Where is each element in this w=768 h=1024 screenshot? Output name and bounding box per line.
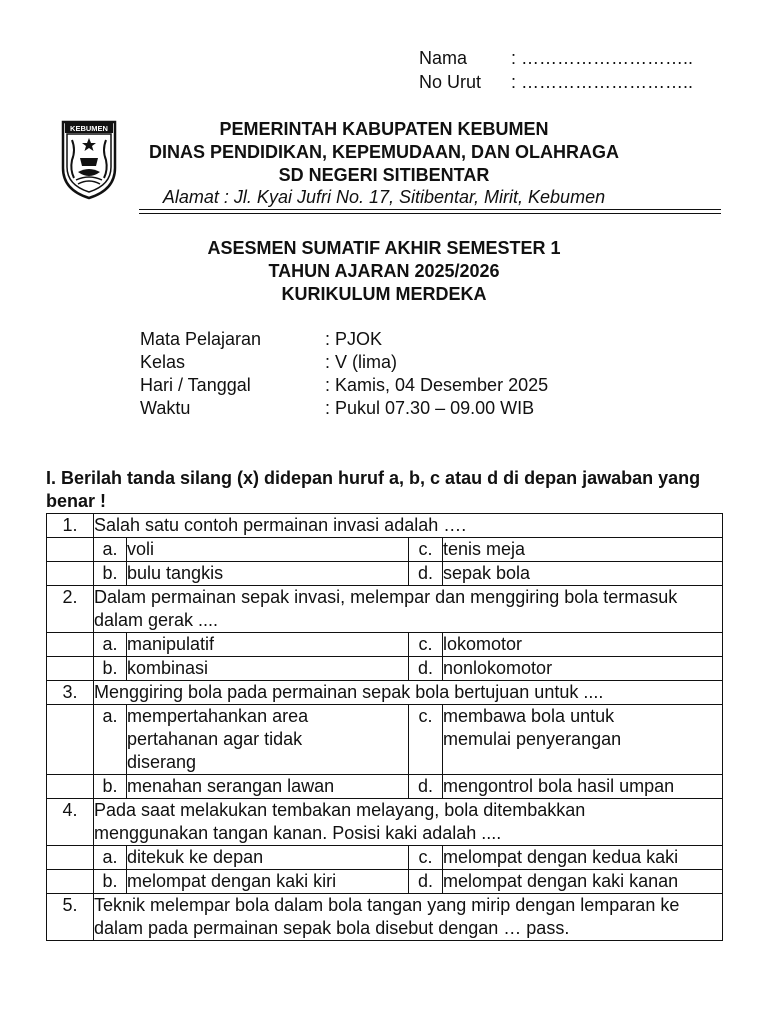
option-letter-b: b. [94, 657, 127, 681]
empty-cell [47, 633, 94, 657]
option-a[interactable]: manipulatif [127, 633, 409, 657]
question-table [46, 513, 723, 941]
option-b[interactable]: bulu tangkis [127, 562, 409, 586]
info-class [140, 351, 397, 374]
exam-title: ASESMEN SUMATIF AKHIR SEMESTER 1 [207, 238, 561, 258]
option-c[interactable]: membawa bola untuk memulai penyerangan [443, 705, 723, 775]
info-subject [140, 328, 382, 351]
info-label: Waktu [140, 398, 191, 418]
header-government: PEMERINTAH KABUPATEN KEBUMEN [219, 119, 549, 139]
option-row [47, 633, 723, 657]
option-row [47, 870, 723, 894]
option-letter-b: b. [94, 775, 127, 799]
option-letter-d: d. [409, 775, 443, 799]
empty-cell [47, 846, 94, 870]
section-instruction: I. Berilah tanda silang (x) didepan huruf a, b, c atau d di depan jawaban yang benar ! [46, 468, 701, 511]
empty-cell [47, 775, 94, 799]
empty-cell [47, 657, 94, 681]
question-row [47, 799, 723, 846]
info-label: Mata Pelajaran [140, 329, 262, 349]
header-address: Alamat : Jl. Kyai Jufri No. 17, Sitibentar, Mirit, Kebumen [162, 187, 606, 207]
question-number: 1. [47, 514, 94, 538]
option-row [47, 846, 723, 870]
header-school: SD NEGERI SITIBENTAR [278, 165, 490, 185]
option-row [47, 562, 723, 586]
info-date [140, 374, 548, 397]
question-row [47, 586, 723, 633]
option-letter-d: d. [409, 657, 443, 681]
info-label: Kelas [140, 352, 186, 372]
option-c[interactable]: lokomotor [443, 633, 723, 657]
option-letter-c: c. [409, 538, 443, 562]
option-d[interactable]: melompat dengan kaki kanan [443, 870, 723, 894]
question-text: Salah satu contoh permainan invasi adalah …. [94, 514, 723, 538]
name-label: Nama [419, 48, 468, 68]
question-text: Pada saat melakukan tembakan melayang, bola ditembakkan menggunakan tangan kanan. Posisi kaki adalah .... [94, 799, 723, 846]
option-letter-b: b. [94, 870, 127, 894]
option-letter-a: a. [94, 538, 127, 562]
option-d[interactable]: sepak bola [443, 562, 723, 586]
option-letter-c: c. [409, 633, 443, 657]
question-number: 4. [47, 799, 94, 846]
option-row [47, 657, 723, 681]
info-value: : PJOK [325, 329, 383, 349]
header-divider-thin [139, 213, 721, 214]
logo-text: KEBUMEN [70, 124, 108, 133]
empty-cell [47, 705, 94, 775]
question-number: 3. [47, 681, 94, 705]
header-department: DINAS PENDIDIKAN, KEPEMUDAAN, DAN OLAHRAGA [148, 142, 619, 162]
info-value: : V (lima) [325, 352, 397, 372]
option-row [47, 538, 723, 562]
number-field: : ……………………….. [511, 72, 694, 92]
option-d[interactable]: mengontrol bola hasil umpan [443, 775, 723, 799]
question-row [47, 894, 723, 941]
question-row [47, 681, 723, 705]
option-letter-d: d. [409, 562, 443, 586]
name-row [419, 47, 693, 70]
question-number: 5. [47, 894, 94, 941]
option-letter-a: a. [94, 705, 127, 775]
option-letter-c: c. [409, 846, 443, 870]
option-c[interactable]: tenis meja [443, 538, 723, 562]
option-b[interactable]: melompat dengan kaki kiri [127, 870, 409, 894]
question-text: Teknik melempar bola dalam bola tangan yang mirip dengan lemparan ke dalam pada permainan sepak bola disebut dengan … pass. [94, 894, 723, 941]
question-text: Menggiring bola pada permainan sepak bola bertujuan untuk .... [94, 681, 723, 705]
option-b[interactable]: kombinasi [127, 657, 409, 681]
empty-cell [47, 562, 94, 586]
option-letter-d: d. [409, 870, 443, 894]
question-text: Dalam permainan sepak invasi, melempar dan menggiring bola termasuk dalam gerak .... [94, 586, 723, 633]
option-a[interactable]: mempertahankan area pertahanan agar tidak diserang [127, 705, 409, 775]
info-label: Hari / Tanggal [140, 375, 251, 395]
option-b[interactable]: menahan serangan lawan [127, 775, 409, 799]
question-number: 2. [47, 586, 94, 633]
exam-year: TAHUN AJARAN 2025/2026 [268, 261, 500, 281]
option-a[interactable]: voli [127, 538, 409, 562]
option-letter-a: a. [94, 846, 127, 870]
info-value: : Kamis, 04 Desember 2025 [325, 375, 549, 395]
option-row [47, 705, 723, 775]
option-letter-a: a. [94, 633, 127, 657]
exam-curriculum: KURIKULUM MERDEKA [281, 284, 487, 304]
option-a[interactable]: ditekuk ke depan [127, 846, 409, 870]
info-time [140, 397, 534, 420]
number-label: No Urut [419, 72, 482, 92]
number-row [419, 71, 693, 94]
name-field: : ……………………….. [511, 48, 694, 68]
info-value: : Pukul 07.30 – 09.00 WIB [325, 398, 535, 418]
question-row [47, 514, 723, 538]
option-letter-c: c. [409, 705, 443, 775]
option-d[interactable]: nonlokomotor [443, 657, 723, 681]
header-divider [139, 209, 721, 210]
empty-cell [47, 538, 94, 562]
option-letter-b: b. [94, 562, 127, 586]
option-row [47, 775, 723, 799]
empty-cell [47, 870, 94, 894]
option-c[interactable]: melompat dengan kedua kaki [443, 846, 723, 870]
